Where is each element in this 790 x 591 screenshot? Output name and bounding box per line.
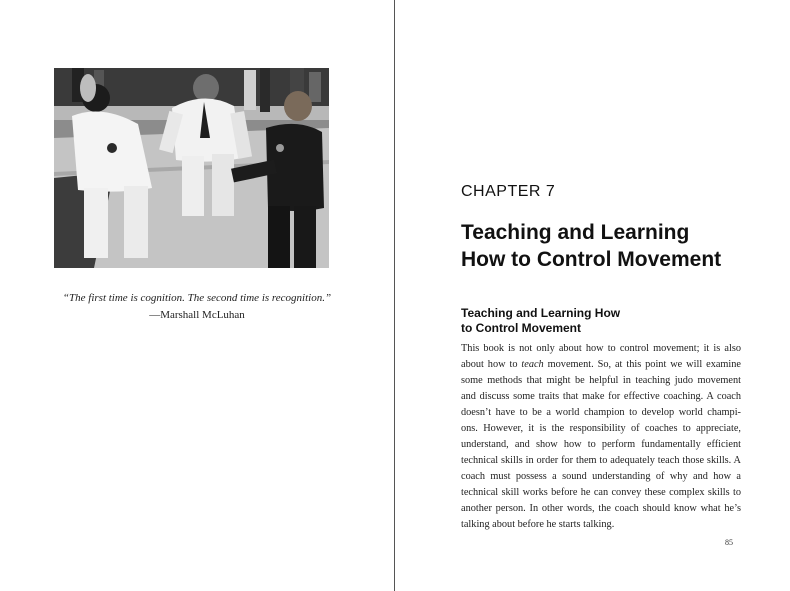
page-number: 85 (725, 538, 733, 547)
body-line: some methods that might be helpful in teaching judo movement (461, 375, 741, 386)
chapter-title (461, 219, 771, 273)
body-line: understand, and show how to perform fundamentally efficient (461, 439, 741, 450)
body-line: ons. However, it is the responsibility of coaches to appreciate, (461, 423, 741, 434)
section-heading-line: Teaching and Learning How (461, 306, 621, 320)
epigraph-attribution: —Marshall McLuhan (149, 309, 245, 321)
section-heading-line: to Control Movement (461, 321, 581, 335)
body-line: about how to teach movement. So, at this point we will examine (461, 359, 741, 370)
body-line: technical skills in order for them to adequately teach those skills. A (461, 455, 741, 466)
section-heading (461, 306, 761, 336)
right-page (395, 0, 790, 591)
body-line: and discuss some traits that make for effective coaching. A coach (461, 391, 741, 402)
body-line: This book is not only about how to control movement; it is also (461, 343, 741, 354)
chapter-title-line: How to Control Movement (461, 248, 722, 271)
body-paragraph (461, 341, 741, 533)
body-line: technical skill works before he can convey these complex skills to (461, 487, 741, 498)
body-line: another person. In other words, the coach should know what he’s (461, 503, 741, 514)
body-line: talking about before he starts talking. (461, 519, 615, 530)
judo-class-photo (54, 68, 329, 268)
chapter-label: CHAPTER 7 (461, 183, 556, 200)
chapter-title-line: Teaching and Learning (461, 221, 690, 244)
left-page (0, 0, 394, 591)
emphasis-teach: teach (521, 359, 544, 370)
epigraph-quote: “The first time is cognition. The second time is recognition.” (62, 292, 332, 304)
body-line: coach must possess a sound understanding of why and how a (461, 471, 741, 482)
body-line: doesn’t have to be a world champion to develop world champi- (461, 407, 741, 418)
